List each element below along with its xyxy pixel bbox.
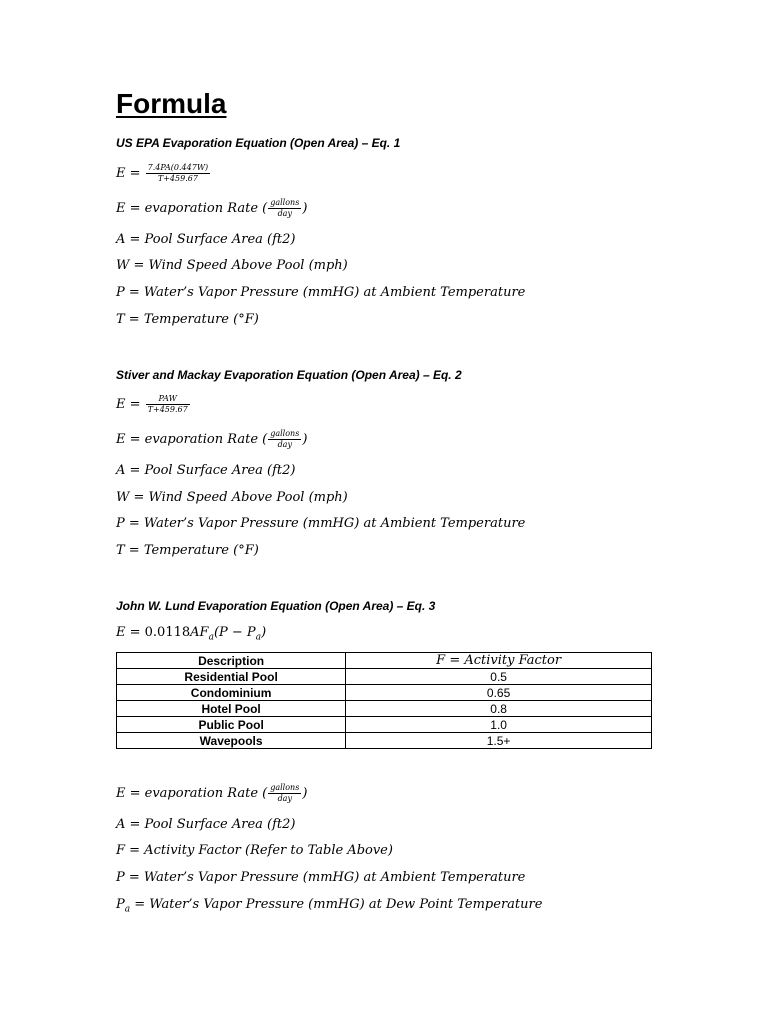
- eq2-def-t: T = Temperature (°F): [116, 543, 259, 558]
- evap-rate-num: gallons: [270, 198, 300, 207]
- eq2-lhs: E =: [116, 397, 141, 412]
- table-cell-factor: 0.8: [346, 701, 652, 717]
- eq1-formula: [116, 163, 211, 184]
- eq3-sub-b: a: [255, 632, 262, 643]
- pa-sub: a: [124, 904, 131, 915]
- table-row: [117, 669, 652, 685]
- table-row: [117, 733, 652, 749]
- evap-rate-fraction: [268, 198, 301, 219]
- eq1-def-t: T = Temperature (°F): [116, 312, 259, 327]
- eq3-evap-rate-def: [116, 783, 307, 804]
- eq1-lhs: E =: [116, 166, 141, 181]
- table-header-description: Description: [117, 653, 346, 669]
- eq3-formula: [116, 625, 266, 643]
- table-row: [117, 717, 652, 733]
- eq2-heading: Stiver and Mackay Evaporation Equation (Open Area) – Eq. 2: [116, 368, 462, 382]
- eq1-fraction: [146, 163, 211, 184]
- eq1-numerator: 7.4PA(0.447W): [147, 163, 209, 172]
- eq3-lhs: E =: [116, 625, 145, 640]
- eq1-evap-rate-def: [116, 198, 307, 219]
- table-cell-description: Wavepools: [117, 733, 346, 749]
- table-cell-description: Residential Pool: [117, 669, 346, 685]
- pa-rest: = Water’s Vapor Pressure (mmHG) at Dew Point Temperature: [130, 897, 543, 912]
- activity-factor-table: [116, 652, 652, 749]
- evap-rate-fraction: [268, 783, 301, 804]
- evap-rate-num: gallons: [270, 429, 300, 438]
- table-cell-description: Condominium: [117, 685, 346, 701]
- table-cell-factor: 1.0: [346, 717, 652, 733]
- eq3-rhs-c: ): [261, 625, 267, 640]
- eq3-rhs-b: (P − P: [213, 625, 256, 640]
- evap-rate-lhs: E = evaporation Rate (: [116, 432, 268, 447]
- table-cell-factor: 0.5: [346, 669, 652, 685]
- eq1-def-p: P = Water’s Vapor Pressure (mmHG) at Ambient Temperature: [116, 285, 526, 300]
- evap-rate-close: ): [302, 201, 308, 216]
- table-row: [117, 685, 652, 701]
- evap-rate-close: ): [302, 432, 308, 447]
- eq3-def-p: P = Water’s Vapor Pressure (mmHG) at Ambient Temperature: [116, 870, 526, 885]
- eq2-def-a: A = Pool Surface Area (ft2): [116, 463, 296, 478]
- eq2-fraction: [146, 394, 190, 415]
- pa-lhs: P: [116, 897, 125, 912]
- eq3-rhs-a: AF: [190, 625, 209, 640]
- eq2-evap-rate-def: [116, 429, 307, 450]
- table-cell-factor: 1.5+: [346, 733, 652, 749]
- table-header-activity-factor: F = Activity Factor: [346, 653, 652, 669]
- eq1-denominator: T+459.67: [157, 174, 198, 183]
- evap-rate-lhs: E = evaporation Rate (: [116, 786, 268, 801]
- table-cell-factor: 0.65: [346, 685, 652, 701]
- table-cell-description: Public Pool: [117, 717, 346, 733]
- eq3-def-a: A = Pool Surface Area (ft2): [116, 817, 296, 832]
- eq3-sub-a: a: [208, 632, 214, 643]
- table-row: [117, 701, 652, 717]
- eq1-heading: US EPA Evaporation Equation (Open Area) – Eq. 1: [116, 136, 401, 150]
- eq3-heading: John W. Lund Evaporation Equation (Open Area) – Eq. 3: [116, 599, 436, 613]
- eq2-def-p: P = Water’s Vapor Pressure (mmHG) at Ambient Temperature: [116, 516, 526, 531]
- eq3-def-pa: [116, 897, 542, 915]
- evap-rate-fraction: [268, 429, 301, 450]
- evap-rate-lhs: E = evaporation Rate (: [116, 201, 268, 216]
- eq2-numerator: PAW: [146, 394, 190, 405]
- eq2-denominator: T+459.67: [147, 405, 188, 414]
- evap-rate-den: day: [277, 440, 292, 449]
- eq1-def-w: W = Wind Speed Above Pool (mph): [116, 258, 348, 273]
- table-header-row: [117, 653, 652, 669]
- page-title: Formula: [116, 88, 227, 119]
- eq2-formula: [116, 394, 191, 415]
- evap-rate-den: day: [277, 209, 292, 218]
- eq2-def-w: W = Wind Speed Above Pool (mph): [116, 490, 348, 505]
- eq3-def-f: F = Activity Factor (Refer to Table Above): [116, 843, 393, 858]
- eq1-def-a: A = Pool Surface Area (ft2): [116, 232, 296, 247]
- table-cell-description: Hotel Pool: [117, 701, 346, 717]
- evap-rate-num: gallons: [270, 783, 300, 792]
- evap-rate-close: ): [302, 786, 308, 801]
- eq3-coefficient: 0.0118: [144, 625, 191, 640]
- evap-rate-den: day: [277, 794, 292, 803]
